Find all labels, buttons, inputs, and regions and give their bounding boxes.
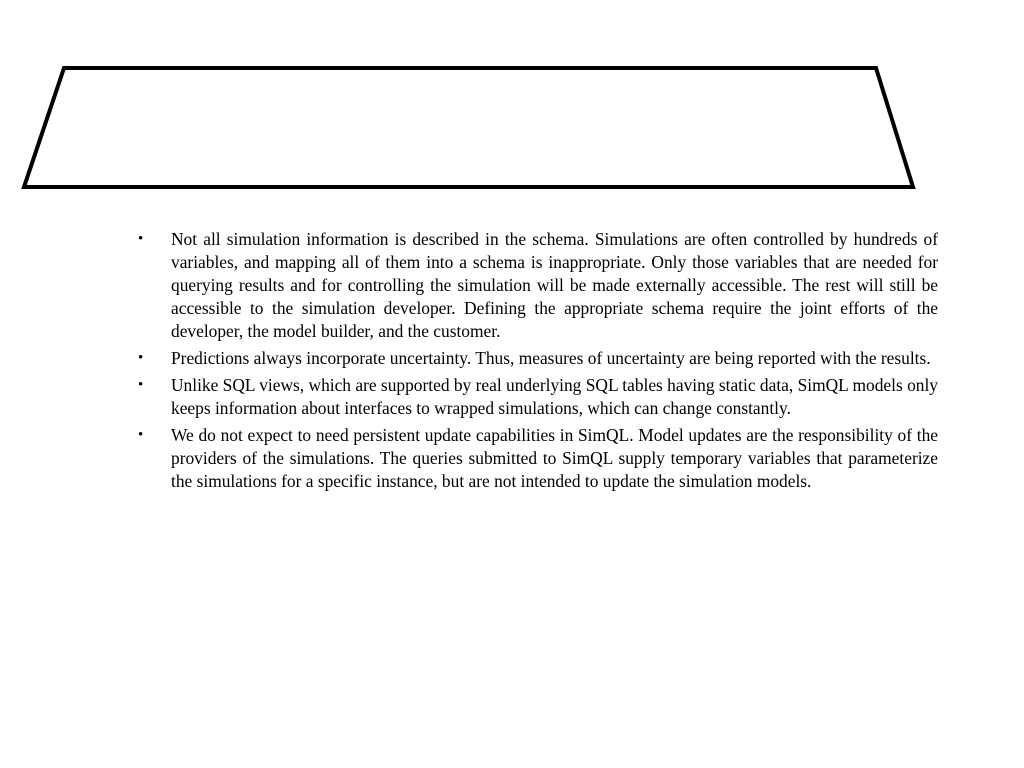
bullet-icon: •	[138, 231, 144, 247]
list-item	[138, 424, 938, 493]
bullet-icon: •	[138, 427, 144, 443]
bullet-icon: •	[138, 377, 144, 393]
list-item	[138, 347, 938, 370]
title-trapezoid-frame	[0, 0, 1024, 200]
list-item	[138, 228, 938, 343]
list-item	[138, 374, 938, 420]
bullet-list	[138, 228, 938, 497]
list-item-text: Predictions always incorporate uncertainty. Thus, measures of uncertainty are being reported with the results.	[171, 348, 931, 368]
list-item-text: We do not expect to need persistent update capabilities in SimQL. Model updates are the responsibility of the providers of the simulations. The queries submitted to SimQL supply temporary variables that parameterize the simulations for a specific instance, but are not intended to update the simulation models.	[171, 425, 938, 491]
list-item-text: Not all simulation information is described in the schema. Simulations are often controlled by hundreds of variables, and mapping all of them into a schema is inappropriate. Only those variables that are needed for querying results and for controlling the simulation will be made externally accessible. The rest will still be accessible to the simulation developer. Defining the appropriate schema require the joint efforts of the developer, the model builder, and the customer.	[171, 229, 938, 341]
bullet-icon: •	[138, 350, 144, 366]
list-item-text: Unlike SQL views, which are supported by real underlying SQL tables having static data, SimQL models only keeps information about interfaces to wrapped simulations, which can change constantly.	[171, 375, 938, 418]
